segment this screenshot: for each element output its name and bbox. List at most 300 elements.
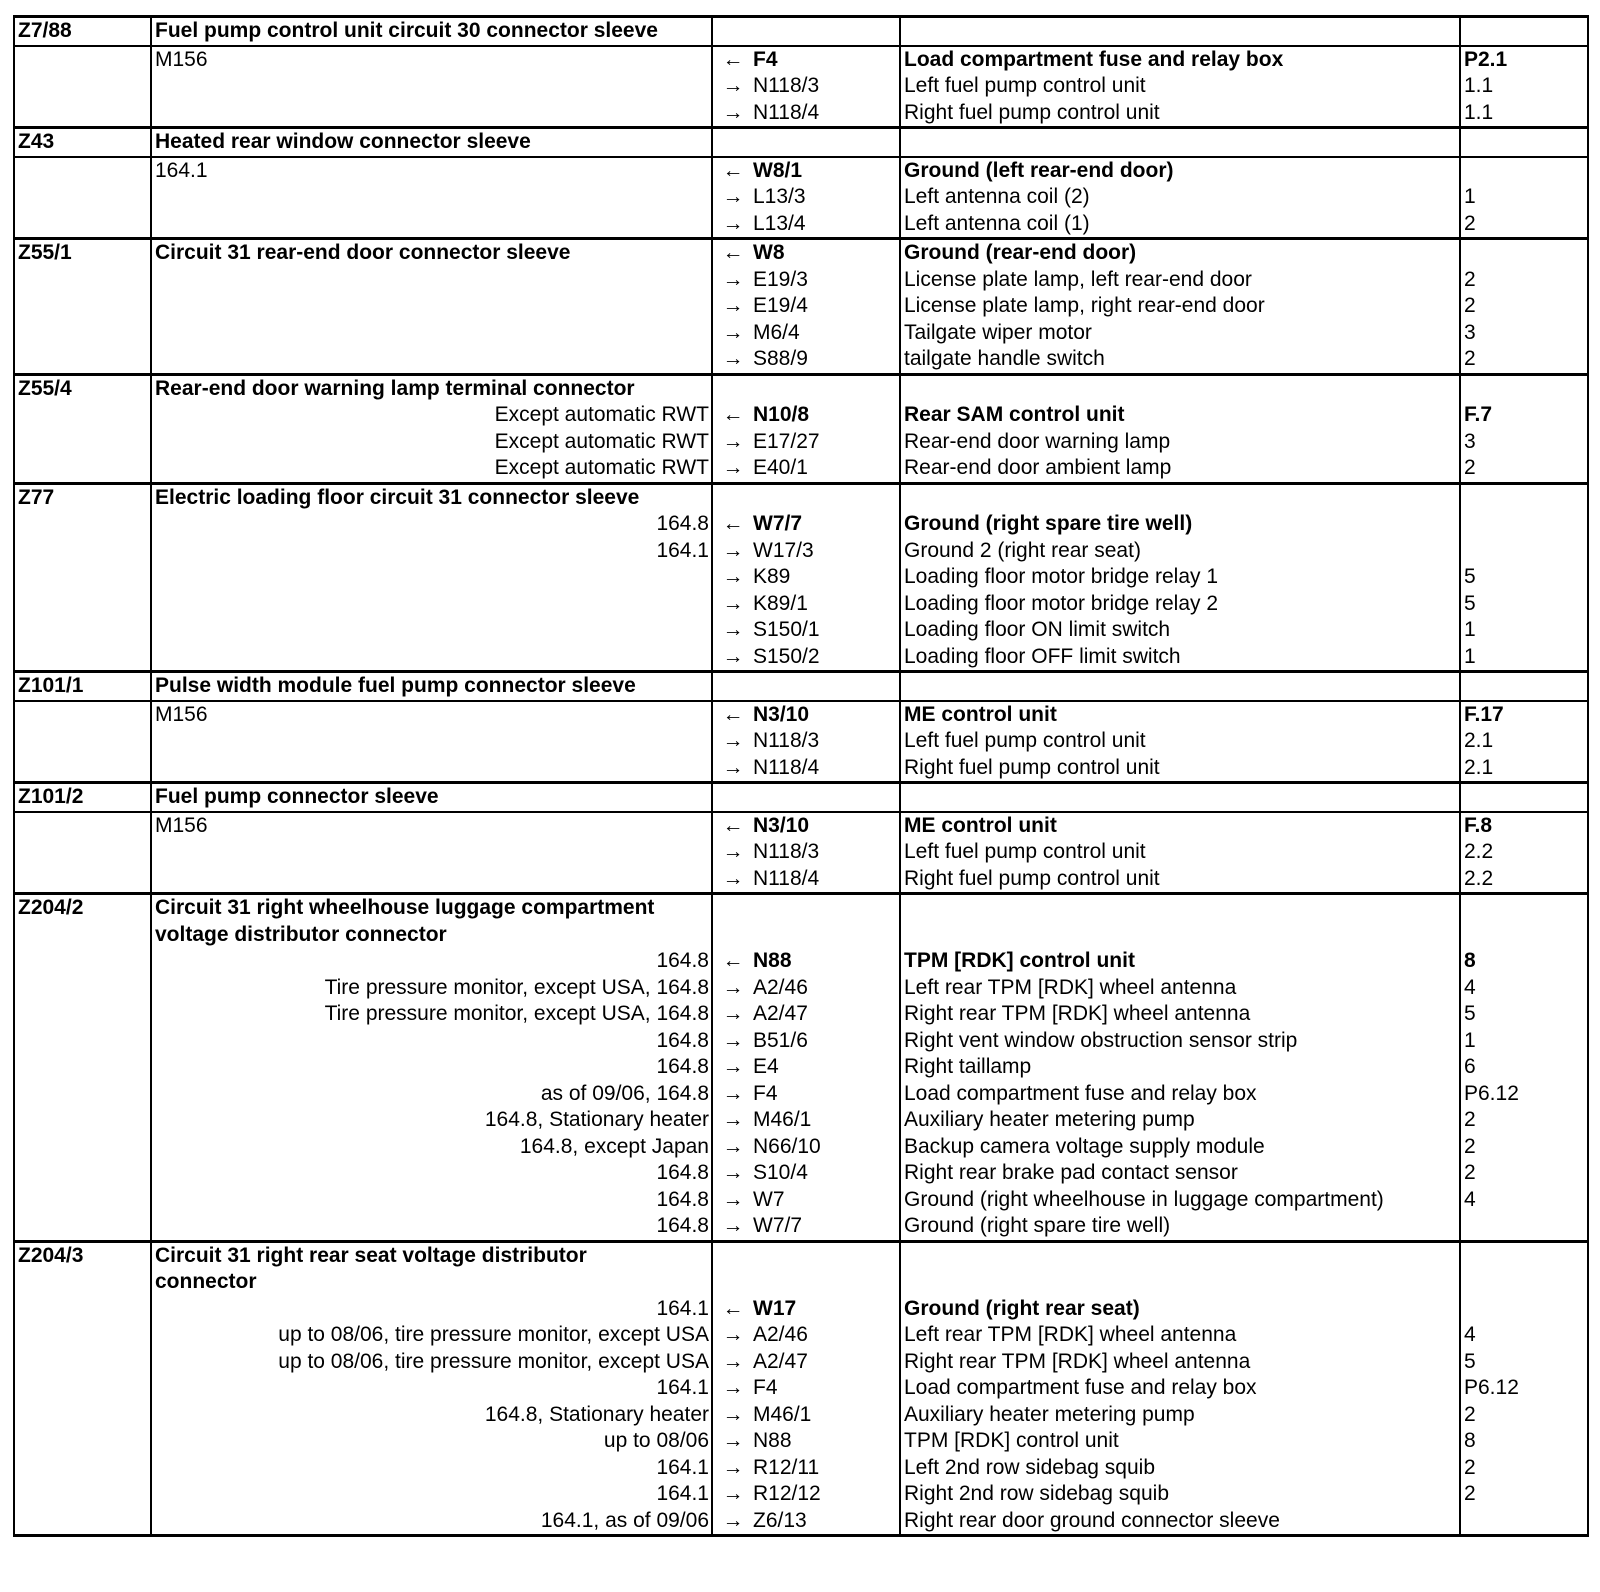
page-ref bbox=[1460, 1213, 1588, 1241]
component-ref: S150/1 bbox=[750, 617, 900, 644]
connector-code-spacer bbox=[14, 1187, 151, 1214]
condition-text: 164.8 bbox=[151, 1213, 712, 1241]
page-ref: 1 bbox=[1460, 644, 1588, 672]
component-ref: A2/46 bbox=[750, 975, 900, 1002]
component-ref: N118/3 bbox=[750, 728, 900, 755]
group-header-row bbox=[14, 672, 1588, 701]
connector-code-spacer bbox=[14, 46, 151, 74]
connector-code-spacer bbox=[14, 755, 151, 783]
group-header-row bbox=[14, 17, 1588, 46]
connector-title: connector bbox=[151, 1269, 712, 1296]
component-name bbox=[900, 894, 1460, 922]
component-name bbox=[900, 483, 1460, 511]
connector-code-spacer bbox=[14, 1375, 151, 1402]
component-name: Right rear TPM [RDK] wheel antenna bbox=[900, 1349, 1460, 1376]
component-name: Left rear TPM [RDK] wheel antenna bbox=[900, 975, 1460, 1002]
connection-row bbox=[14, 948, 1588, 975]
component-name: Left rear TPM [RDK] wheel antenna bbox=[900, 1322, 1460, 1349]
page-ref: 2 bbox=[1460, 346, 1588, 374]
connection-row bbox=[14, 1054, 1588, 1081]
direction-arrow: ← bbox=[712, 46, 750, 74]
connection-row bbox=[14, 1508, 1588, 1536]
page-ref bbox=[1460, 157, 1588, 185]
connector-code: Z204/3 bbox=[14, 1241, 151, 1269]
connector-code-spacer bbox=[14, 1402, 151, 1429]
direction-arrow: → bbox=[712, 184, 750, 211]
connection-row bbox=[14, 617, 1588, 644]
component-name: Load compartment fuse and relay box bbox=[900, 1081, 1460, 1108]
condition-text bbox=[151, 184, 712, 211]
component-name: Left antenna coil (2) bbox=[900, 184, 1460, 211]
connection-row bbox=[14, 346, 1588, 374]
direction-arrow: → bbox=[712, 644, 750, 672]
page-ref bbox=[1460, 894, 1588, 922]
component-ref: K89/1 bbox=[750, 591, 900, 618]
condition-text: 164.8 bbox=[151, 1054, 712, 1081]
component-ref: E19/3 bbox=[750, 267, 900, 294]
page-ref bbox=[1460, 17, 1588, 46]
component-ref: F4 bbox=[750, 46, 900, 74]
component-ref: A2/47 bbox=[750, 1001, 900, 1028]
connection-row bbox=[14, 1481, 1588, 1508]
connector-code-spacer bbox=[14, 293, 151, 320]
component-name: Ground (rear-end door) bbox=[900, 239, 1460, 267]
connector-code: Z101/1 bbox=[14, 672, 151, 701]
page-ref bbox=[1460, 483, 1588, 511]
direction-arrow: → bbox=[712, 755, 750, 783]
condition-text bbox=[151, 73, 712, 100]
condition-text: up to 08/06, tire pressure monitor, except USA bbox=[151, 1322, 712, 1349]
connector-code-spacer bbox=[14, 1213, 151, 1241]
component-ref: K89 bbox=[750, 564, 900, 591]
component-name: Ground 2 (right rear seat) bbox=[900, 538, 1460, 565]
group-header-row bbox=[14, 894, 1588, 922]
component-ref bbox=[750, 922, 900, 949]
condition-text bbox=[151, 564, 712, 591]
connector-code-spacer bbox=[14, 455, 151, 483]
condition-text: 164.1 bbox=[151, 1481, 712, 1508]
page-ref: 1 bbox=[1460, 184, 1588, 211]
connector-code: Z7/88 bbox=[14, 17, 151, 46]
direction-arrow: → bbox=[712, 1160, 750, 1187]
component-ref: A2/47 bbox=[750, 1349, 900, 1376]
connector-code-spacer bbox=[14, 1322, 151, 1349]
connector-code-spacer bbox=[14, 1001, 151, 1028]
group-header-row bbox=[14, 128, 1588, 157]
connector-code-spacer bbox=[14, 320, 151, 347]
condition-text: Tire pressure monitor, except USA, 164.8 bbox=[151, 975, 712, 1002]
component-ref: F4 bbox=[750, 1081, 900, 1108]
component-ref: E19/4 bbox=[750, 293, 900, 320]
component-name bbox=[900, 672, 1460, 701]
component-name: Left fuel pump control unit bbox=[900, 728, 1460, 755]
connector-code-spacer bbox=[14, 211, 151, 239]
direction-arrow: ← bbox=[712, 239, 750, 267]
component-ref: S88/9 bbox=[750, 346, 900, 374]
direction-arrow: → bbox=[712, 429, 750, 456]
connector-code-spacer bbox=[14, 839, 151, 866]
connector-code bbox=[14, 922, 151, 949]
component-name bbox=[900, 17, 1460, 46]
condition-text: up to 08/06, tire pressure monitor, except USA bbox=[151, 1349, 712, 1376]
component-name: Right fuel pump control unit bbox=[900, 755, 1460, 783]
connector-code-spacer bbox=[14, 1296, 151, 1323]
page-ref bbox=[1460, 1296, 1588, 1323]
direction-arrow: → bbox=[712, 1428, 750, 1455]
connector-code-spacer bbox=[14, 812, 151, 840]
connection-row bbox=[14, 1402, 1588, 1429]
direction-arrow: → bbox=[712, 1402, 750, 1429]
page-ref: 8 bbox=[1460, 948, 1588, 975]
connection-row bbox=[14, 402, 1588, 429]
condition-text: 164.1 bbox=[151, 1455, 712, 1482]
component-ref bbox=[750, 672, 900, 701]
connector-title: Circuit 31 right wheelhouse luggage compartment bbox=[151, 894, 712, 922]
direction-arrow: ← bbox=[712, 812, 750, 840]
direction-arrow bbox=[712, 483, 750, 511]
direction-arrow: → bbox=[712, 1081, 750, 1108]
direction-arrow bbox=[712, 17, 750, 46]
connection-row bbox=[14, 1187, 1588, 1214]
component-name: License plate lamp, right rear-end door bbox=[900, 293, 1460, 320]
direction-arrow: → bbox=[712, 73, 750, 100]
connector-code: Z55/1 bbox=[14, 239, 151, 267]
component-name: Right fuel pump control unit bbox=[900, 866, 1460, 894]
direction-arrow: ← bbox=[712, 157, 750, 185]
connector-code-spacer bbox=[14, 1455, 151, 1482]
direction-arrow: → bbox=[712, 1134, 750, 1161]
component-name: Ground (right spare tire well) bbox=[900, 511, 1460, 538]
condition-text: 164.8 bbox=[151, 1160, 712, 1187]
connector-code-spacer bbox=[14, 1028, 151, 1055]
condition-text bbox=[151, 591, 712, 618]
connector-code: Z77 bbox=[14, 483, 151, 511]
connector-table bbox=[13, 15, 1589, 1537]
condition-text: 164.8, Stationary heater bbox=[151, 1402, 712, 1429]
component-ref: N88 bbox=[750, 1428, 900, 1455]
page-ref: 1.1 bbox=[1460, 73, 1588, 100]
connection-row bbox=[14, 839, 1588, 866]
connector-code-spacer bbox=[14, 564, 151, 591]
component-ref: M46/1 bbox=[750, 1402, 900, 1429]
condition-text: 164.8 bbox=[151, 948, 712, 975]
page-ref bbox=[1460, 239, 1588, 267]
connector-code: Z43 bbox=[14, 128, 151, 157]
connector-code-spacer bbox=[14, 538, 151, 565]
connector-code: Z204/2 bbox=[14, 894, 151, 922]
component-name: Left fuel pump control unit bbox=[900, 73, 1460, 100]
connection-row bbox=[14, 211, 1588, 239]
component-ref: Z6/13 bbox=[750, 1508, 900, 1536]
connection-row bbox=[14, 975, 1588, 1002]
connector-code-spacer bbox=[14, 1508, 151, 1536]
component-ref: L13/3 bbox=[750, 184, 900, 211]
component-name: Right rear door ground connector sleeve bbox=[900, 1508, 1460, 1536]
condition-text: 164.1 bbox=[151, 1296, 712, 1323]
component-name bbox=[900, 783, 1460, 812]
page-ref bbox=[1460, 1508, 1588, 1536]
direction-arrow bbox=[712, 894, 750, 922]
group-header-row bbox=[14, 483, 1588, 511]
connection-row bbox=[14, 1160, 1588, 1187]
page-ref: 2 bbox=[1460, 1160, 1588, 1187]
connection-row bbox=[14, 1213, 1588, 1241]
component-name: Loading floor OFF limit switch bbox=[900, 644, 1460, 672]
component-name: Loading floor ON limit switch bbox=[900, 617, 1460, 644]
component-ref: W17/3 bbox=[750, 538, 900, 565]
page-ref: 2 bbox=[1460, 1107, 1588, 1134]
connector-code-spacer bbox=[14, 184, 151, 211]
connector-title: Circuit 31 right rear seat voltage distributor bbox=[151, 1241, 712, 1269]
condition-text bbox=[151, 755, 712, 783]
page-ref: 2 bbox=[1460, 1134, 1588, 1161]
connector-title: Rear-end door warning lamp terminal connector bbox=[151, 374, 712, 402]
connector-code: Z101/2 bbox=[14, 783, 151, 812]
condition-text bbox=[151, 617, 712, 644]
direction-arrow: ← bbox=[712, 948, 750, 975]
component-ref: E4 bbox=[750, 1054, 900, 1081]
connection-row bbox=[14, 429, 1588, 456]
page-ref bbox=[1460, 1269, 1588, 1296]
direction-arrow bbox=[712, 922, 750, 949]
connection-row bbox=[14, 755, 1588, 783]
direction-arrow: → bbox=[712, 1028, 750, 1055]
connection-row bbox=[14, 455, 1588, 483]
page-ref: 2.2 bbox=[1460, 866, 1588, 894]
connection-row bbox=[14, 564, 1588, 591]
page-ref: 4 bbox=[1460, 1322, 1588, 1349]
component-ref bbox=[750, 374, 900, 402]
page-ref: F.17 bbox=[1460, 701, 1588, 729]
component-name: Loading floor motor bridge relay 2 bbox=[900, 591, 1460, 618]
page-ref: 2.2 bbox=[1460, 839, 1588, 866]
page-ref: 2 bbox=[1460, 1481, 1588, 1508]
connection-row bbox=[14, 644, 1588, 672]
component-ref: N118/3 bbox=[750, 73, 900, 100]
page-ref bbox=[1460, 922, 1588, 949]
condition-text: 164.8, except Japan bbox=[151, 1134, 712, 1161]
component-name: Ground (right rear seat) bbox=[900, 1296, 1460, 1323]
connector-code-spacer bbox=[14, 267, 151, 294]
condition-text bbox=[151, 293, 712, 320]
page-ref: F.7 bbox=[1460, 402, 1588, 429]
condition-text: 164.8 bbox=[151, 1028, 712, 1055]
component-name: Right 2nd row sidebag squib bbox=[900, 1481, 1460, 1508]
connector-code-spacer bbox=[14, 866, 151, 894]
group-header-row bbox=[14, 1269, 1588, 1296]
component-ref: N88 bbox=[750, 948, 900, 975]
component-name: Auxiliary heater metering pump bbox=[900, 1402, 1460, 1429]
direction-arrow: → bbox=[712, 1322, 750, 1349]
page-ref: 2 bbox=[1460, 1455, 1588, 1482]
component-ref: N3/10 bbox=[750, 701, 900, 729]
component-ref: F4 bbox=[750, 1375, 900, 1402]
page-ref: 4 bbox=[1460, 1187, 1588, 1214]
component-name bbox=[900, 374, 1460, 402]
condition-text: Tire pressure monitor, except USA, 164.8 bbox=[151, 1001, 712, 1028]
connector-code-spacer bbox=[14, 975, 151, 1002]
connection-row bbox=[14, 1375, 1588, 1402]
connector-code-spacer bbox=[14, 644, 151, 672]
direction-arrow: → bbox=[712, 1375, 750, 1402]
group-header-row bbox=[14, 239, 1588, 267]
connection-row bbox=[14, 1081, 1588, 1108]
component-name: Left antenna coil (1) bbox=[900, 211, 1460, 239]
direction-arrow: ← bbox=[712, 1296, 750, 1323]
component-name: Rear-end door ambient lamp bbox=[900, 455, 1460, 483]
component-ref bbox=[750, 128, 900, 157]
component-ref: N10/8 bbox=[750, 402, 900, 429]
connection-row bbox=[14, 1322, 1588, 1349]
component-ref: N3/10 bbox=[750, 812, 900, 840]
page-ref: 1 bbox=[1460, 1028, 1588, 1055]
page-ref: 5 bbox=[1460, 1001, 1588, 1028]
component-name: TPM [RDK] control unit bbox=[900, 1428, 1460, 1455]
component-name: Right vent window obstruction sensor strip bbox=[900, 1028, 1460, 1055]
component-ref: A2/46 bbox=[750, 1322, 900, 1349]
connector-code-spacer bbox=[14, 1054, 151, 1081]
connector-code-spacer bbox=[14, 617, 151, 644]
connection-row bbox=[14, 591, 1588, 618]
component-ref: W8 bbox=[750, 239, 900, 267]
connection-row bbox=[14, 293, 1588, 320]
condition-text: up to 08/06 bbox=[151, 1428, 712, 1455]
component-ref bbox=[750, 17, 900, 46]
connector-title: Fuel pump control unit circuit 30 connector sleeve bbox=[151, 17, 712, 46]
component-ref: R12/11 bbox=[750, 1455, 900, 1482]
page-ref: P6.12 bbox=[1460, 1081, 1588, 1108]
direction-arrow: ← bbox=[712, 701, 750, 729]
connector-code-spacer bbox=[14, 701, 151, 729]
component-name: Right fuel pump control unit bbox=[900, 100, 1460, 128]
direction-arrow: → bbox=[712, 866, 750, 894]
connection-row bbox=[14, 511, 1588, 538]
component-name: ME control unit bbox=[900, 812, 1460, 840]
connector-code-spacer bbox=[14, 100, 151, 128]
group-header-row bbox=[14, 374, 1588, 402]
direction-arrow: → bbox=[712, 728, 750, 755]
component-name bbox=[900, 1269, 1460, 1296]
connector-title: voltage distributor connector bbox=[151, 922, 712, 949]
direction-arrow bbox=[712, 374, 750, 402]
direction-arrow: → bbox=[712, 293, 750, 320]
direction-arrow: → bbox=[712, 564, 750, 591]
connection-row bbox=[14, 866, 1588, 894]
page-ref bbox=[1460, 374, 1588, 402]
page-ref: 2 bbox=[1460, 211, 1588, 239]
connection-row bbox=[14, 184, 1588, 211]
page-ref bbox=[1460, 783, 1588, 812]
page-ref: 2 bbox=[1460, 455, 1588, 483]
page-ref: P2.1 bbox=[1460, 46, 1588, 74]
connector-code-spacer bbox=[14, 591, 151, 618]
page-ref bbox=[1460, 128, 1588, 157]
component-name: Ground (right spare tire well) bbox=[900, 1213, 1460, 1241]
condition-text: Except automatic RWT bbox=[151, 429, 712, 456]
component-name: Right taillamp bbox=[900, 1054, 1460, 1081]
connector-code-spacer bbox=[14, 1107, 151, 1134]
direction-arrow: → bbox=[712, 538, 750, 565]
component-ref: E40/1 bbox=[750, 455, 900, 483]
page-ref: 5 bbox=[1460, 1349, 1588, 1376]
connector-title: Pulse width module fuel pump connector sleeve bbox=[151, 672, 712, 701]
condition-text: M156 bbox=[151, 701, 712, 729]
component-name: TPM [RDK] control unit bbox=[900, 948, 1460, 975]
component-name: Load compartment fuse and relay box bbox=[900, 46, 1460, 74]
condition-text: 164.8 bbox=[151, 511, 712, 538]
page-ref: 5 bbox=[1460, 591, 1588, 618]
page-ref: 2 bbox=[1460, 1402, 1588, 1429]
connector-code-spacer bbox=[14, 346, 151, 374]
page-ref bbox=[1460, 1241, 1588, 1269]
direction-arrow: → bbox=[712, 1455, 750, 1482]
connector-code-spacer bbox=[14, 1428, 151, 1455]
direction-arrow bbox=[712, 1269, 750, 1296]
component-name: Right rear TPM [RDK] wheel antenna bbox=[900, 1001, 1460, 1028]
component-name: Ground (left rear-end door) bbox=[900, 157, 1460, 185]
page-ref: P6.12 bbox=[1460, 1375, 1588, 1402]
condition-text: as of 09/06, 164.8 bbox=[151, 1081, 712, 1108]
direction-arrow: → bbox=[712, 267, 750, 294]
component-ref bbox=[750, 1269, 900, 1296]
connection-row bbox=[14, 100, 1588, 128]
connector-title: Circuit 31 rear-end door connector sleeve bbox=[151, 239, 712, 267]
component-ref: M46/1 bbox=[750, 1107, 900, 1134]
connection-row bbox=[14, 728, 1588, 755]
direction-arrow: → bbox=[712, 1107, 750, 1134]
component-name: Left fuel pump control unit bbox=[900, 839, 1460, 866]
page-ref: 8 bbox=[1460, 1428, 1588, 1455]
page-ref: F.8 bbox=[1460, 812, 1588, 840]
component-ref: M6/4 bbox=[750, 320, 900, 347]
connection-row bbox=[14, 320, 1588, 347]
connection-row bbox=[14, 1428, 1588, 1455]
connector-code-spacer bbox=[14, 511, 151, 538]
condition-text: 164.8, Stationary heater bbox=[151, 1107, 712, 1134]
component-ref bbox=[750, 894, 900, 922]
component-name: Load compartment fuse and relay box bbox=[900, 1375, 1460, 1402]
connection-row bbox=[14, 46, 1588, 74]
component-ref: N118/4 bbox=[750, 755, 900, 783]
condition-text: Except automatic RWT bbox=[151, 455, 712, 483]
direction-arrow: → bbox=[712, 100, 750, 128]
component-ref: N118/4 bbox=[750, 100, 900, 128]
connector-code-spacer bbox=[14, 948, 151, 975]
page-ref: 2.1 bbox=[1460, 755, 1588, 783]
connection-row bbox=[14, 1455, 1588, 1482]
component-name: ME control unit bbox=[900, 701, 1460, 729]
component-ref: N66/10 bbox=[750, 1134, 900, 1161]
condition-text bbox=[151, 320, 712, 347]
direction-arrow: → bbox=[712, 1001, 750, 1028]
direction-arrow bbox=[712, 128, 750, 157]
page-ref bbox=[1460, 672, 1588, 701]
condition-text bbox=[151, 346, 712, 374]
component-ref: N118/4 bbox=[750, 866, 900, 894]
component-ref: N118/3 bbox=[750, 839, 900, 866]
component-ref bbox=[750, 1241, 900, 1269]
component-name: Left 2nd row sidebag squib bbox=[900, 1455, 1460, 1482]
component-ref: B51/6 bbox=[750, 1028, 900, 1055]
connection-row bbox=[14, 157, 1588, 185]
component-ref: L13/4 bbox=[750, 211, 900, 239]
connection-row bbox=[14, 1028, 1588, 1055]
component-name: Tailgate wiper motor bbox=[900, 320, 1460, 347]
direction-arrow: ← bbox=[712, 511, 750, 538]
connector-code-spacer bbox=[14, 157, 151, 185]
condition-text bbox=[151, 728, 712, 755]
condition-text: M156 bbox=[151, 812, 712, 840]
